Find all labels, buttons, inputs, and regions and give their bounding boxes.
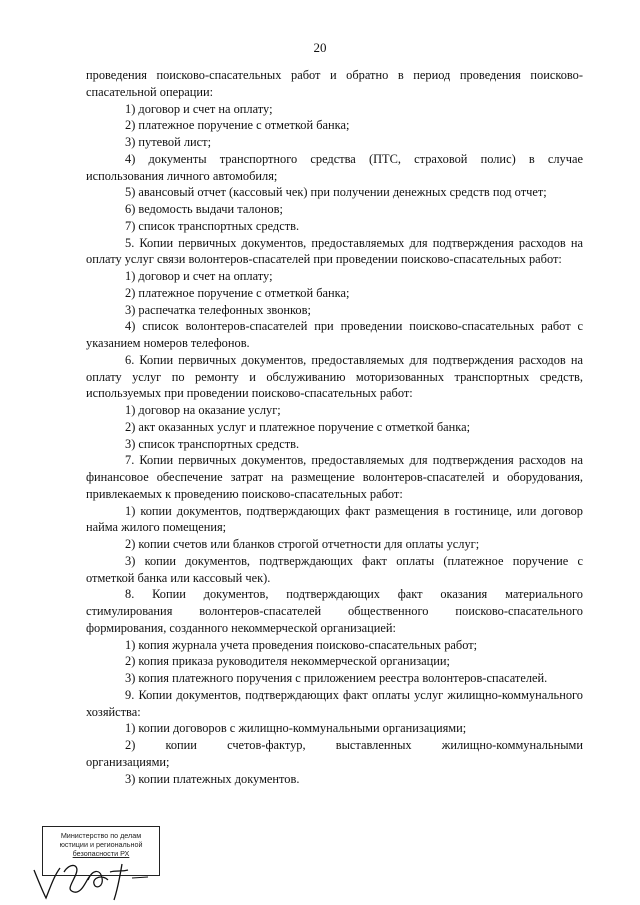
paragraph: 2) копии счетов или бланков строгой отчетности для оплаты услуг;	[125, 537, 480, 551]
paragraph: 1) договор и счет на оплату;	[125, 101, 273, 116]
paragraph: 7. Копии первичных документов, предоставляемых для подтверждения расходов на финансовое обеспечение затрат на размещение волонтеров-спасателей и оборудования, привлекаемых к проведению поисково-спасательных работ:	[86, 453, 583, 501]
stamp-line-1: Министерство по делам	[60, 831, 142, 840]
paragraph: 4) документы транспортного средства (ПТС, страховой полис) в случае использования личного автомобиля;	[86, 151, 583, 183]
paragraph: 3) копии платежных документов.	[125, 771, 300, 786]
paragraph: 5. Копии первичных документов, предоставляемых для подтверждения расходов на оплату услуг связи волонтеров-спасателей при проведении поисково-спасательных работ:	[86, 235, 583, 267]
page-number: 20	[313, 40, 327, 55]
paragraph: проведения поисково-спасательных работ и обратно в период проведения поисково-спасательной операции:	[86, 68, 583, 99]
document-body	[86, 67, 583, 787]
paragraph: 2) платежное поручение с отметкой банка;	[125, 118, 350, 133]
paragraph: 4) список волонтеров-спасателей при проведении поисково-спасательных работ с указанием номеров телефонов.	[86, 319, 583, 350]
paragraph: 1) договор на оказание услуг;	[125, 403, 281, 417]
paragraph: 6) ведомость выдачи талонов;	[125, 202, 283, 216]
paragraph: 3) путевой лист;	[125, 135, 212, 149]
paragraph: 1) копии договоров с жилищно-коммунальными организациями;	[125, 721, 467, 736]
paragraph: 3) копии документов, подтверждающих факт оплаты (платежное поручение с отметкой банка или кассовый чек).	[86, 553, 583, 585]
paragraph: 2) платежное поручение с отметкой банка;	[125, 285, 350, 300]
paragraph: 2) акт оказанных услуг и платежное поручение с отметкой банка;	[125, 419, 471, 434]
paragraph: 2) копия приказа руководителя некоммерческой организации;	[125, 654, 450, 669]
paragraph: 1) договор и счет на оплату;	[125, 269, 273, 283]
paragraph: 1) копия журнала учета проведения поисково-спасательных работ;	[125, 637, 478, 652]
paragraph: 6. Копии первичных документов, предоставляемых для подтверждения расходов на оплату услуг по ремонту и обслуживанию моторизованных транспортных средств, используемых при проведении поисково-спасательных работ:	[86, 352, 583, 401]
stamp-line-2: юстиции и региональной	[59, 840, 143, 850]
paragraph: 3) список транспортных средств.	[125, 436, 300, 451]
paragraph: 3) копия платежного поручения с приложением реестра волонтеров-спасателей.	[125, 671, 548, 685]
paragraph: 7) список транспортных средств.	[125, 218, 300, 233]
paragraph: 3) распечатка телефонных звонков;	[125, 302, 311, 317]
handwritten-signature	[30, 850, 160, 905]
paragraph: 9. Копии документов, подтверждающих факт оплаты услуг жилищно-коммунального хозяйства:	[86, 687, 583, 719]
stamp-line-3: безопасности РХ	[72, 849, 130, 859]
paragraph: 2) копии счетов-фактур, выставленных жилищно-коммунальными организациями;	[86, 738, 583, 769]
paragraph: 5) авансовый отчет (кассовый чек) при получении денежных средств под отчет;	[125, 185, 547, 200]
paragraph: 1) копии документов, подтверждающих факт размещения в гостинице, или договор найма жилого помещения;	[86, 503, 583, 535]
paragraph: 8. Копии документов, подтверждающих факт оказания материального стимулирования волонтеров-спасателей общественного поисково-спасательного формирования, созданного некоммерческой организацией:	[86, 587, 583, 635]
